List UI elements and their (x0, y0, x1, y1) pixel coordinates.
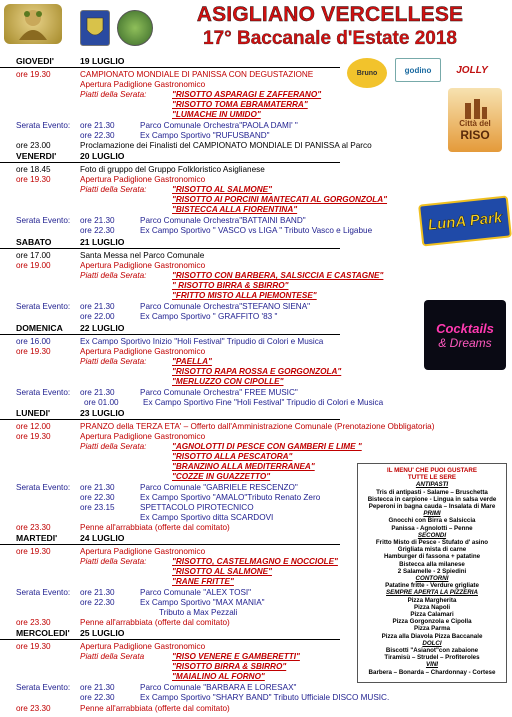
day-date: 20 LUGLIO (80, 151, 125, 161)
event-text: Penne all'arrabbiata (offerte dal comitato) (80, 618, 230, 627)
menu-section-vini: VINI (425, 661, 439, 669)
menu-item: Pizza Margherita (407, 596, 457, 604)
menu-item: Peperoni in bagna cauda – Insalata di Mare (368, 503, 496, 511)
time: ore 21.30 (80, 121, 115, 130)
event-text: Ex Campo Sportivo "SHARY BAND" Tributo Ufficiale DISCO MUSIC. (140, 693, 390, 702)
event-text: Apertura Padiglione Gastronomico (80, 642, 206, 651)
day-name: MERCOLEDI' (16, 628, 70, 638)
time: ore 23.15 (80, 503, 115, 512)
event-text: Ex Campo Sportivo " VASCO vs LIGA " Tributo Vasco e Ligabue (140, 226, 373, 235)
menu-item: Barbera – Bonarda – Chardonnay - Cortese (368, 668, 496, 676)
dish: "RISO VENERE E GAMBERETTI" (172, 652, 300, 661)
time: ore 19.30 (16, 432, 51, 441)
cocktails-text: Cocktails (436, 320, 494, 336)
time: ore 16.00 (16, 337, 51, 346)
time: ore 17.00 (16, 251, 51, 260)
menu-title: IL MENU' CHE PUOI GUSTARE (387, 467, 477, 474)
menu-item: Pizza Calamari (410, 611, 454, 619)
menu-section-secondi: SECONDI (417, 531, 447, 539)
serata-label: Serata Evento: (16, 588, 71, 597)
time: ore 23.00 (16, 141, 51, 150)
event-text: Ex Campo Sportivo Fine "Holi Festival" Tripudio di Colori e Musica (143, 398, 384, 407)
citta-del-riso-logo (448, 88, 502, 152)
day-name: MARTEDI' (16, 533, 58, 543)
menu-item: Pizza alla Diavola Pizza Baccanale (381, 632, 483, 640)
menu-item: Pizza Napoli (413, 603, 451, 611)
time: ore 23.30 (16, 618, 51, 627)
day-header (0, 56, 340, 68)
day-header (0, 408, 340, 420)
time: ore 19.00 (16, 261, 51, 270)
day-date: 23 LUGLIO (80, 408, 125, 418)
event-text: SPETTACOLO PIROTECNICO (140, 503, 254, 512)
dish: "RISOTTO ALLA PESCATORA" (172, 452, 293, 461)
page-title: ASIGLIANO VERCELLESE (196, 3, 464, 26)
event-text: Ex Campo Sportivo " GRAFFITO '83 " (140, 312, 278, 321)
dish: "LUMACHE IN UMIDO" (172, 110, 261, 119)
time: ore 22.30 (80, 493, 115, 502)
event-text: Santa Messa nel Parco Comunale (80, 251, 205, 260)
event-text: Ex Campo Sportivo "MAX MANIA" (140, 598, 265, 607)
event-text: Apertura Padiglione Gastronomico (80, 547, 206, 556)
time: ore 19.30 (16, 70, 51, 79)
dishes-label: Piatti della Serata: (80, 90, 147, 99)
dish: "RISOTTO RAPA ROSSA E GORGONZOLA" (172, 367, 342, 376)
event-text: Foto di gruppo del Gruppo Folkloristico Asiglianese (80, 165, 265, 174)
time: ore 18.45 (16, 165, 51, 174)
menu-item: Biscotti "Asianot"con zabaione (385, 647, 479, 655)
day-header (0, 151, 340, 163)
serata-label: Serata Evento: (16, 683, 71, 692)
event-text: Parco Comunale Orchestra" FREE MUSIC" (140, 388, 298, 397)
dishes-label: Piatti della Serata: (80, 185, 147, 194)
dishes-label: Piatti della Serata: (80, 442, 147, 451)
event-text: PRANZO della TERZA ETA' – Offerto dall'Amministrazione Comunale (Prenotazione Obbligatoria) (80, 422, 435, 431)
event-text: Apertura Padiglione Gastronomico (80, 261, 206, 270)
day-name: LUNEDI' (16, 408, 51, 418)
time: ore 19.30 (16, 347, 51, 356)
event-text: Ex Campo Sportivo "AMALO"Tributo Renato Zero (140, 493, 321, 502)
dish: "AGNOLOTTI DI PESCE CON GAMBERI E LIME " (172, 442, 362, 451)
menu-section-primi: PRIMI (423, 510, 441, 518)
dish: "RISOTTO BIRRA & SBIRRO" (172, 662, 287, 671)
menu-section-antipasti: ANTIPASTI (415, 481, 449, 489)
menu-item: Pizza Gorgonzola e Cipolla (392, 618, 472, 626)
dishes-label: Piatti della Serata (80, 652, 145, 661)
round-emblem-logo (117, 10, 153, 46)
sponsor-godino-text: godino (404, 65, 432, 75)
event-text: Ex Campo Sportivo ditta SCARDOVI (140, 513, 274, 522)
serata-label: Serata Evento: (16, 302, 71, 311)
dish: "MERLUZZO CON CIPOLLE" (172, 377, 284, 386)
day-date: 24 LUGLIO (80, 533, 125, 543)
event-text: Apertura Padiglione Gastronomico (80, 347, 206, 356)
dish: "BISTECCA ALLA FIORENTINA" (172, 205, 298, 214)
day-name: VENERDI' (16, 151, 57, 161)
menu-item: 2 Salamelle - 2 Spiedini (397, 567, 467, 575)
time: ore 21.30 (80, 216, 115, 225)
menu-item: Panissa - Agnolotti – Penne (391, 524, 473, 532)
coat-of-arms-logo (80, 10, 110, 46)
serata-label: Serata Evento: (16, 121, 71, 130)
event-text: Ex Campo Sportivo Inizio "Holi Festival" Tripudio di Colori e Musica (80, 337, 324, 346)
dish: " RISOTTO BIRRA & SBIRRO" (172, 281, 289, 290)
day-header (0, 323, 340, 335)
event-text: Tributo a Max Pezzali (159, 608, 238, 617)
menu-box (357, 463, 507, 683)
dreams-text: & Dreams (438, 335, 492, 350)
menu-item: Gnocchi con Birra e Salsiccia (388, 517, 476, 525)
page-subtitle: 17° Baccanale d'Estate 2018 (203, 28, 457, 49)
sponsor-jolly-text: JOLLY (456, 64, 488, 76)
luna-park-text: LunA Park (427, 208, 503, 234)
time: ore 22.30 (80, 598, 115, 607)
dish: "COZZE IN GUAZZETTO" (172, 472, 271, 481)
serata-label: Serata Evento: (16, 216, 71, 225)
event-text: Apertura Padiglione Gastronomico (80, 80, 206, 89)
menu-item: Patatine fritte - Verdure grigliate (385, 582, 479, 590)
sponsor-bruno-text: Bruno (356, 69, 378, 77)
day-date: 21 LUGLIO (80, 237, 125, 247)
time: ore 21.30 (80, 388, 115, 397)
dish: "RISOTTO ASPARAGI E ZAFFERANO" (172, 90, 322, 99)
time: ore 22.30 (80, 131, 115, 140)
event-text: Penne all'arrabbiata (offerte dal comitato) (80, 523, 230, 532)
day-date: 19 LUGLIO (80, 56, 125, 66)
dishes-label: Piatti della Serata: (80, 557, 147, 566)
time: ore 22.00 (80, 312, 115, 321)
dishes-label: Piatti della Serata: (80, 271, 147, 280)
time: ore 12.00 (16, 422, 51, 431)
cocktails-dreams-logo (424, 300, 506, 370)
dishes-label: Piatti della Serata: (80, 357, 147, 366)
dish: "RANE FRITTE" (172, 577, 234, 586)
time: ore 21.30 (80, 483, 115, 492)
day-date: 22 LUGLIO (80, 323, 125, 333)
time: ore 22.30 (80, 226, 115, 235)
dish: "RISOTTO AL SALMONE" (172, 567, 272, 576)
dish: "RISOTTO AI PORCINI MANTECATI AL GORGONZOLA" (172, 195, 388, 204)
menu-section-dolci: DOLCI (422, 639, 442, 647)
dish: "PAELLA" (172, 357, 212, 366)
day-name: DOMENICA (16, 323, 63, 333)
serata-label: Serata Evento: (16, 483, 71, 492)
time: ore 19.30 (16, 547, 51, 556)
luna-park-logo (418, 195, 512, 246)
menu-section-pizzeria: SEMPRE APERTA LA PIZZERIA (386, 589, 478, 597)
day-header (0, 533, 340, 545)
event-text: Parco Comunale "GABRIELE RESCENZO" (140, 483, 298, 492)
day-name: SABATO (16, 237, 52, 247)
sponsor-godino-logo (395, 58, 441, 82)
menu-item: Tiramisù – Strudel – Profiteroles (384, 654, 480, 662)
time: ore 01.00 (84, 398, 119, 407)
menu-item: Bistecca alla milanese (399, 560, 465, 568)
menu-item: Hamburger di fassona + patatine (383, 553, 481, 561)
dish: "BRANZINO ALLA MEDITERRANEA" (172, 462, 315, 471)
time: ore 23.30 (16, 523, 51, 532)
day-header (0, 237, 340, 249)
time: ore 19.30 (16, 642, 51, 651)
bacchus-logo (4, 4, 62, 44)
event-text: CAMPIONATO MONDIALE DI PANISSA CON DEGUSTAZIONE (80, 70, 314, 79)
day-name: GIOVEDI' (16, 56, 54, 66)
menu-section-contorni: CONTORNI (415, 575, 449, 583)
riso-text: RISO (460, 127, 490, 142)
day-header (0, 628, 340, 640)
time: ore 21.30 (80, 683, 115, 692)
menu-title: TUTTE LE SERE (407, 474, 457, 482)
day-date: 25 LUGLIO (80, 628, 125, 638)
time: ore 23.30 (16, 704, 51, 713)
time: ore 19.30 (16, 175, 51, 184)
dish: "RISOTTO, CASTELMAGNO E NOCCIOLE" (172, 557, 338, 566)
event-text: Apertura Padiglione Gastronomico (80, 432, 206, 441)
event-text: Proclamazione dei Finalisti del CAMPIONATO MONDIALE DI PANISSA al Parco (80, 141, 372, 150)
event-text: Apertura Padiglione Gastronomico (80, 175, 206, 184)
event-text: Ex Campo Sportivo "RUFUSBAND" (140, 131, 270, 140)
event-text: Parco Comunale Orchestra"STEFANO SIENA" (140, 302, 311, 311)
menu-item: Fritto Misto di Pesce - Stufato d' asino (375, 539, 489, 547)
dish: "RISOTTO TOMA EBRAMATERRA" (172, 100, 308, 109)
dish: "MAIALINO AL FORNO" (172, 672, 265, 681)
sponsor-jolly-logo (444, 60, 500, 80)
dish: "RISOTTO CON BARBERA, SALSICCIA E CASTAGNE" (172, 271, 384, 280)
dish: "FRITTO MISTO ALLA PIEMONTESE" (172, 291, 317, 300)
dish: "RISOTTO AL SALMONE" (172, 185, 272, 194)
sponsor-bruno-logo (347, 58, 387, 88)
event-text: Parco Comunale Orchestra"BATTAINI BAND" (140, 216, 306, 225)
event-text: Parco Comunale "BARBARA E LORESAX" (140, 683, 297, 692)
menu-item: Pizza Parma (413, 625, 451, 633)
menu-item: Bistecca in carpione - Lingua in salsa verde (367, 495, 497, 503)
event-text: Penne all'arrabbiata (offerte dal comitato) (80, 704, 230, 713)
serata-label: Serata Evento: (16, 388, 71, 397)
event-text: Parco Comunale "ALEX TOSI" (140, 588, 252, 597)
time: ore 21.30 (80, 588, 115, 597)
event-text: Parco Comunale Orchestra"PAOLA DAMI' " (140, 121, 298, 130)
time: ore 22.30 (80, 693, 115, 702)
time: ore 21.30 (80, 302, 115, 311)
citta-text: Città del (459, 118, 491, 128)
menu-item: Tris di antipasti - Salame – Bruschetta (376, 488, 488, 496)
menu-item: Grigliata mista di carne (397, 546, 467, 554)
